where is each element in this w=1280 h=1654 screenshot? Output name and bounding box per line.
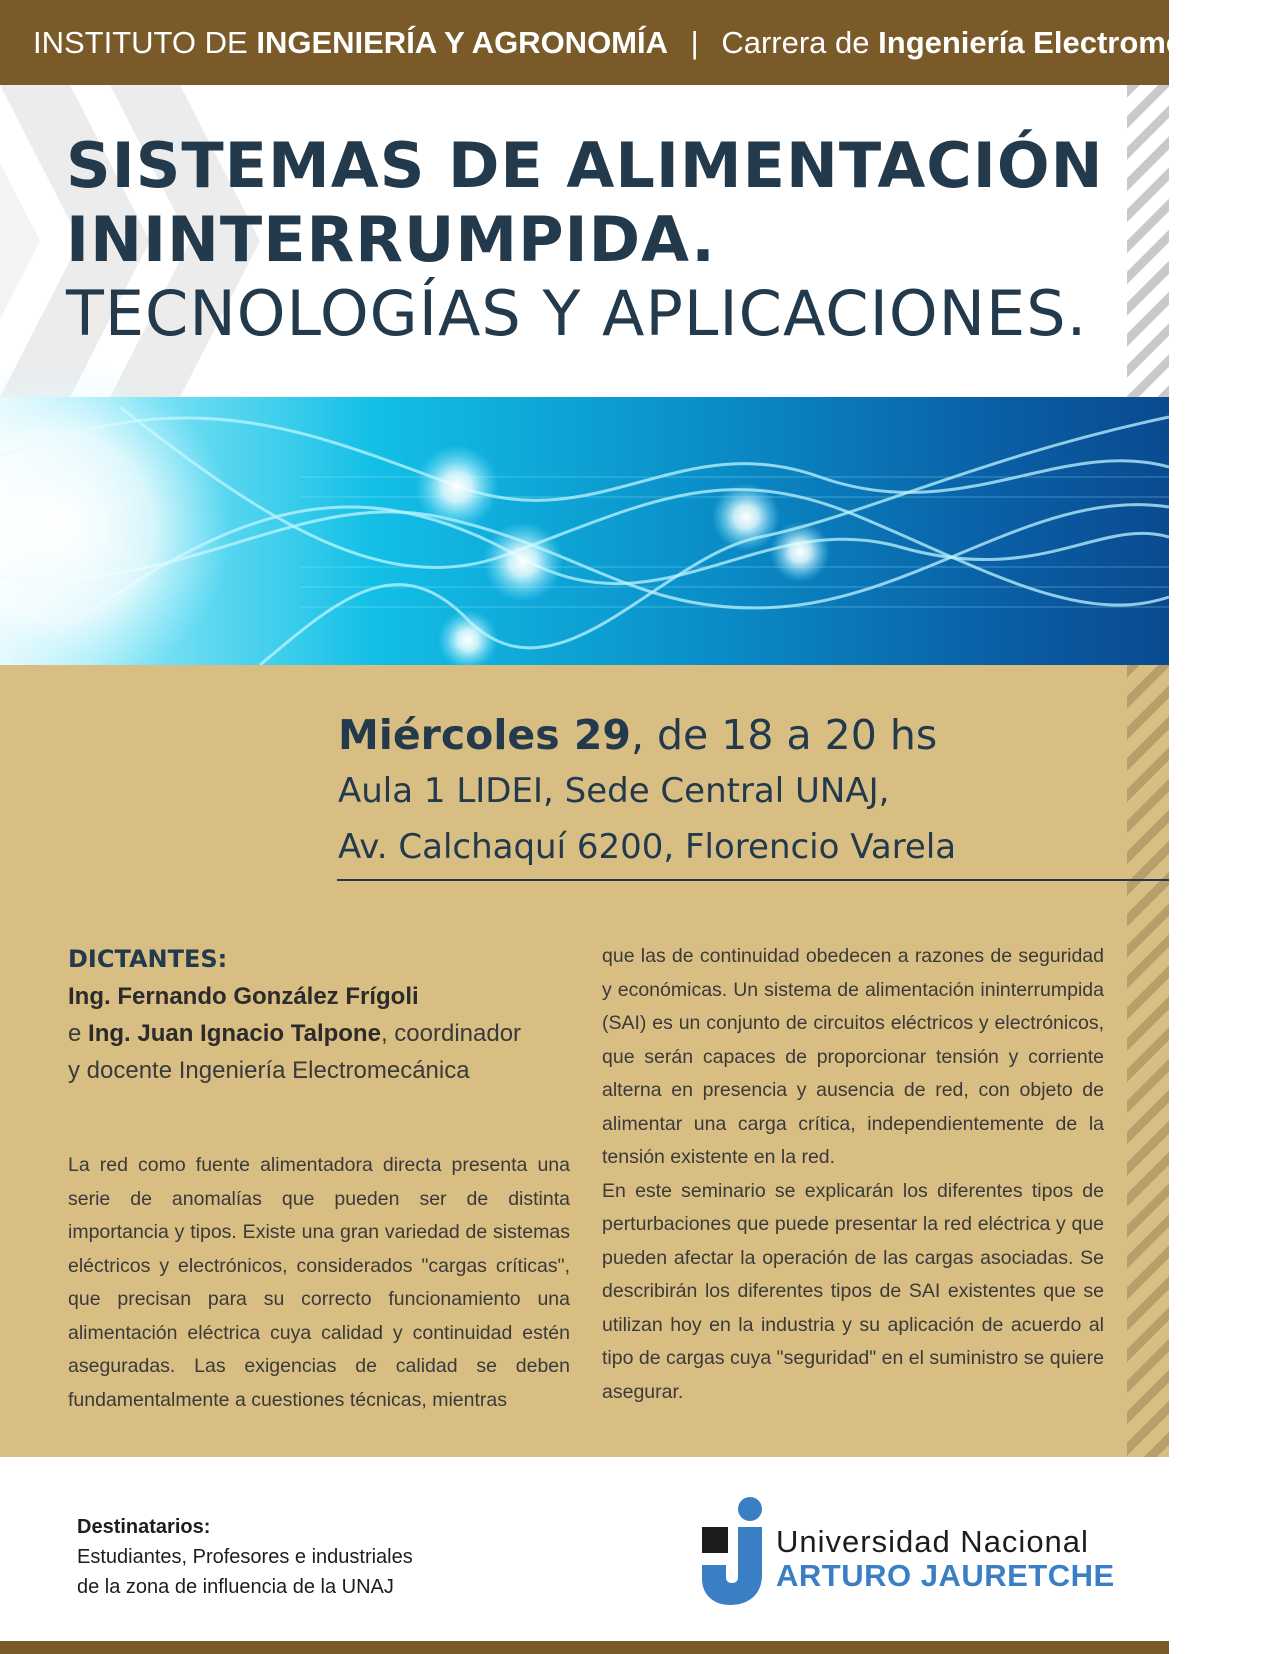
speaker-1: Ing. Fernando González Frígoli <box>68 983 419 1010</box>
left-column <box>68 940 570 1417</box>
speaker-2: Ing. Juan Ignacio Talpone <box>88 1020 381 1047</box>
energy-banner-image <box>0 397 1169 665</box>
audience-line-2: de la zona de influencia de la UNAJ <box>77 1576 394 1598</box>
content-section <box>0 665 1169 1457</box>
title-line-3: TECNOLOGÍAS Y APLICACIONES. <box>66 277 1088 350</box>
body-paragraph-right-2: En este seminario se explicarán los diferentes tipos de perturbaciones que puede presentar la red eléctrica y que pueden afectar la operación de las cargas asociadas. Se describirán los diferentes tipos de SAI existentes que se utilizan hoy en la industria y su aplicación de acuerdo al tipo de cargas cuya "seguridad" en el suministro se quiere asegurar. <box>602 1179 1104 1403</box>
event-datetime <box>338 707 956 763</box>
institute-prefix: INSTITUTO DE <box>33 25 248 60</box>
bottom-bar <box>0 1641 1169 1654</box>
event-address: Av. Calchaquí 6200, Florencio Varela <box>338 827 957 867</box>
audience-heading: Destinatarios: <box>77 1516 211 1538</box>
event-details <box>338 707 956 875</box>
stripe-decoration-side <box>1127 665 1169 1457</box>
page-title <box>66 129 1103 351</box>
speakers-heading: DICTANTES: <box>68 945 228 973</box>
speaker-role-2: y docente Ingeniería Electromecánica <box>68 1057 470 1084</box>
career-name: Ingeniería Electromecánica <box>878 25 1280 60</box>
university-name <box>776 1525 1115 1593</box>
header-separator: | <box>690 25 699 60</box>
audience-block <box>77 1512 413 1602</box>
speaker-role-1: , coordinador <box>380 1020 522 1047</box>
university-name-line-2: ARTURO JAURETCHE <box>776 1558 1115 1593</box>
career-prefix: Carrera de <box>721 25 870 60</box>
title-line-1: SISTEMAS DE ALIMENTACIÓN <box>66 129 1104 202</box>
footer <box>0 1457 1169 1641</box>
speakers-list <box>68 978 570 1089</box>
body-paragraph-right-1: que las de continuidad obedecen a razones de seguridad y económicas. Un sistema de alimentación ininterrumpida (SAI) es un conjunto de circuitos eléctricos y electrónicos, que serán capaces de proporcionar tensión y corriente alterna en presencia y ausencia de red, con objeto de alimentar una carga crítica, independientemente de la tensión existente en la red. <box>602 945 1104 1168</box>
audience-line-1: Estudiantes, Profesores e industriales <box>77 1546 413 1568</box>
right-column <box>602 940 1104 1409</box>
event-room: Aula 1 LIDEI, Sede Central UNAJ, <box>338 771 890 811</box>
stripe-decoration-top <box>1127 85 1169 397</box>
institute-name: INGENIERÍA Y AGRONOMÍA <box>256 25 669 60</box>
title-area <box>0 85 1169 397</box>
header-bar <box>0 0 1280 85</box>
title-line-2: ININTERRUMPIDA. <box>66 203 716 276</box>
divider <box>337 879 1169 881</box>
event-time: , de 18 a 20 hs <box>630 711 938 759</box>
event-day: Miércoles 29 <box>338 711 631 759</box>
body-paragraph-left: La red como fuente alimentadora directa presenta una serie de anomalías que pueden ser de distinta importancia y tipos. Existe una gran variedad de sistemas eléctricos y electrónicos, considerados "cargas críticas", que precisan para su correcto funcionamiento una alimentación eléctrica cuya calidad y continuidad estén aseguradas. Las exigencias de calidad se deben fundamentalmente a cuestiones técnicas, mientras <box>68 1154 570 1411</box>
speaker-connector: e <box>68 1020 82 1047</box>
university-name-line-1: Universidad Nacional <box>776 1524 1089 1559</box>
